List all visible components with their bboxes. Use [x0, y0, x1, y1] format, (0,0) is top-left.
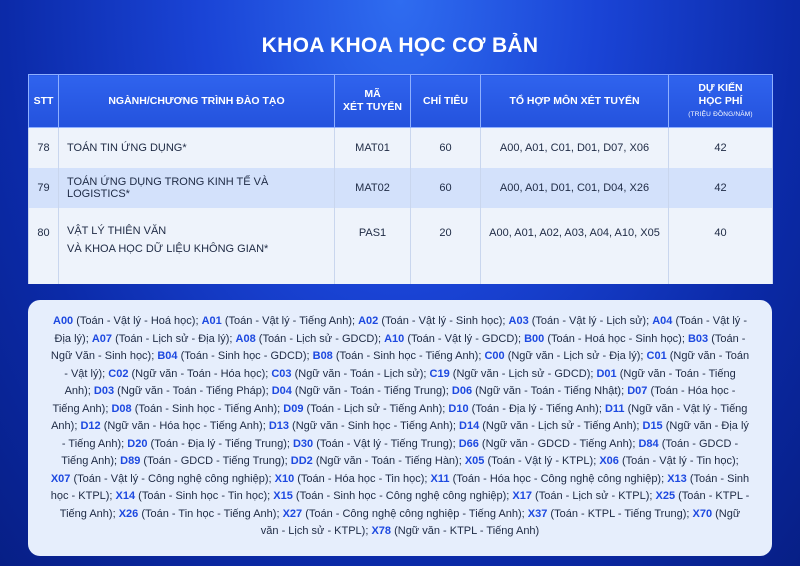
legend-code: X27 — [282, 507, 303, 520]
legend-code: D10 — [448, 402, 469, 415]
cell-nganh-line1: VẬT LÝ THIÊN VĂN — [67, 225, 167, 237]
legend-entry — [293, 438, 459, 450]
legend-desc: (Ngữ văn - Toán - Vật lý); — [64, 350, 750, 380]
legend-desc: (Ngữ văn - Địa lý - Tiếng Anh); — [61, 420, 749, 450]
header-ma-line2: XÉT TUYỂN — [343, 101, 402, 113]
legend-desc: (Toán - GDCD - Tiếng Anh); — [61, 437, 739, 467]
legend-entry — [509, 315, 653, 327]
legend-desc: (Ngữ văn - Toán - Tiếng Pháp); — [114, 385, 272, 397]
legend-code: D66 — [458, 437, 479, 450]
cell-hoc-phi: 40 — [669, 208, 773, 284]
legend-code: D07 — [627, 385, 648, 397]
legend-desc: (Toán - Hóa học - Công nghệ công nghiệp); — [449, 472, 668, 485]
legend-desc: (Toán - Vật lý - Công nghệ công nghiệp); — [70, 472, 275, 485]
legend-entry — [271, 368, 429, 380]
page-title: KHOA KHOA HỌC CƠ BẢN — [261, 34, 539, 57]
legend-desc: (Ngữ văn - Toán - Hóa học); — [128, 367, 272, 380]
legend-desc: (Toán - Sinh học - Tin học); — [135, 490, 274, 502]
legend-desc: (Toán - Sinh học - KTPL); — [50, 472, 750, 502]
legend-desc: (Toán - Hoá học - Sinh học); — [544, 332, 688, 345]
cell-chi-tieu: 60 — [411, 128, 481, 169]
legend-entry — [157, 350, 312, 362]
legend-desc: (Ngữ văn - Hóa học - Tiếng Anh); — [100, 420, 269, 432]
cell-ma: MAT02 — [335, 168, 411, 208]
legend-entry — [484, 350, 646, 362]
legend-code: D11 — [604, 402, 625, 415]
legend-entry — [108, 368, 271, 380]
legend-desc: (Toán - Lịch sử - GDCD); — [255, 332, 385, 345]
legend-desc: (Toán - Tin học - Tiếng Anh); — [138, 507, 283, 520]
legend-code: B00 — [524, 332, 545, 345]
legend-code: C02 — [108, 367, 129, 380]
subject-combination-legend — [28, 300, 772, 556]
legend-entry — [283, 508, 528, 520]
legend-desc: (Ngữ văn - Toán - Tiếng Trung); — [291, 385, 452, 397]
cell-to-hop: A00, A01, A02, A03, A04, A10, X05 — [481, 208, 669, 284]
header-ma-xet-tuyen — [335, 75, 411, 128]
legend-entry — [269, 420, 459, 432]
legend-code: D20 — [127, 437, 148, 450]
cell-nganh: TOÁN ỨNG DỤNG TRONG KINH TẾ VÀ LOGISTICS* — [59, 168, 335, 208]
legend-code: C01 — [646, 350, 667, 362]
legend-code: X15 — [273, 490, 293, 502]
legend-code: A10 — [384, 332, 405, 345]
cell-stt: 79 — [29, 168, 59, 208]
legend-entry — [120, 455, 291, 467]
legend-entry — [313, 350, 485, 362]
legend-code: D12 — [80, 420, 101, 432]
legend-desc: (Toán - Ngữ Văn - Sinh học); — [50, 332, 746, 362]
legend-code: C03 — [271, 367, 292, 380]
cell-stt: 80 — [29, 208, 59, 284]
legend-entry — [272, 385, 452, 397]
table-row — [29, 208, 773, 284]
legend-code: X17 — [512, 490, 532, 502]
legend-desc: (Ngữ văn - Sinh học - Tiếng Anh); — [289, 420, 460, 432]
cell-nganh: TOÁN TIN ỨNG DỤNG* — [59, 128, 335, 169]
legend-code: X70 — [692, 507, 713, 520]
header-hoc-phi — [669, 75, 773, 128]
legend-code: D09 — [283, 402, 304, 415]
table-row — [29, 168, 773, 208]
legend-code: D13 — [268, 420, 289, 432]
header-to-hop: TỔ HỢP MÔN XÉT TUYỂN — [481, 75, 669, 128]
legend-entry — [273, 490, 512, 502]
legend-entry — [116, 490, 274, 502]
legend-desc: (Toán - Vật lý - Lịch sử); — [528, 315, 653, 327]
legend-desc: (Toán - Vật lý - GDCD); — [404, 332, 525, 345]
header-hoc-phi-line2: HỌC PHÍ — [698, 94, 743, 107]
legend-desc: (Toán - Sinh học - Công nghệ công nghiệp); — [292, 490, 513, 502]
legend-code: A04 — [652, 315, 673, 327]
legend-code: X78 — [371, 525, 392, 537]
legend-desc: (Toán - Địa lý - Tiếng Trung); — [147, 437, 293, 450]
legend-code: D01 — [596, 367, 617, 380]
cell-hoc-phi: 42 — [669, 168, 773, 208]
legend-desc: (Ngữ văn - Toán - Tiếng Nhật); — [472, 385, 628, 397]
legend-code: X14 — [115, 490, 136, 502]
legend-code: D03 — [93, 385, 115, 397]
legend-entry — [119, 508, 283, 520]
cell-hoc-phi: 42 — [669, 128, 773, 169]
legend-code: C00 — [484, 350, 505, 362]
table-row — [29, 128, 773, 169]
legend-desc: (Ngữ văn - Toán - Tiếng Hàn); — [312, 455, 465, 467]
legend-entry — [80, 420, 268, 432]
legend-code: B04 — [157, 350, 178, 362]
legend-desc: (Ngữ văn - Lịch sử - KTPL); — [260, 507, 741, 537]
legend-entry — [524, 333, 688, 345]
legend-code: D08 — [111, 402, 132, 415]
legend-code: A03 — [508, 315, 529, 327]
legend-entry — [384, 333, 524, 345]
cell-to-hop: A00, A01, C01, D01, D07, X06 — [481, 128, 669, 169]
legend-code: X07 — [50, 472, 71, 485]
legend-entry — [430, 368, 597, 380]
legend-entry — [459, 420, 642, 432]
header-chi-tieu: CHỈ TIÊU — [411, 75, 481, 128]
legend-code: X05 — [464, 455, 485, 467]
legend-code: X10 — [274, 472, 295, 485]
legend-desc: (Ngữ văn - KTPL - Tiếng Anh) — [391, 525, 540, 537]
legend-desc: (Toán - Sinh học - GDCD); — [177, 350, 313, 362]
cell-ma: PAS1 — [335, 208, 411, 284]
legend-desc: (Toán - Vật lý - Hoá học); — [73, 315, 202, 327]
legend-desc: (Toán - Sinh học - Tiếng Anh); — [131, 402, 284, 415]
legend-entry — [127, 438, 293, 450]
legend-desc: (Toán - GDCD - Tiếng Trung); — [140, 455, 291, 467]
legend-desc: (Toán - Hóa học - Tin học); — [294, 472, 431, 485]
legend-code: A00 — [53, 315, 74, 327]
legend-desc: (Toán - Lịch sử - Địa lý); — [112, 332, 236, 345]
legend-code: C19 — [429, 367, 450, 380]
legend-desc: (Toán - Vật lý - Tin học); — [618, 455, 739, 467]
legend-code: X26 — [118, 507, 139, 520]
cell-chi-tieu: 20 — [411, 208, 481, 284]
legend-code: D04 — [271, 385, 292, 397]
cell-nganh-line2: VÀ KHOA HỌC DỮ LIỆU KHÔNG GIAN* — [67, 243, 269, 255]
legend-code: X06 — [599, 455, 619, 467]
legend-desc: (Toán - Vật lý - Sinh học); — [378, 315, 509, 327]
legend-code: D84 — [638, 437, 659, 450]
legend-entry — [599, 455, 738, 467]
legend-desc: (Toán - Công nghệ công nghiệp - Tiếng Anh); — [302, 507, 528, 520]
legend-desc: (Toán - Sinh học - Tiếng Anh); — [332, 350, 485, 362]
legend-desc: (Toán - Vật lý - Địa lý); — [54, 315, 747, 345]
legend-desc: (Ngữ văn - Lịch sử - GDCD); — [449, 367, 597, 380]
legend-entry — [459, 438, 639, 450]
legend-desc: (Ngữ văn - Toán - Tiếng Anh); — [64, 367, 736, 397]
header-ma-line1: MÃ — [364, 88, 381, 100]
legend-code: X11 — [430, 472, 450, 485]
legend-code: A02 — [358, 315, 379, 327]
cell-to-hop: A00, A01, D01, C01, D04, X26 — [481, 168, 669, 208]
legend-code: D06 — [451, 385, 473, 397]
legend-desc: (Toán - KTPL - Tiếng Anh); — [59, 490, 750, 520]
legend-desc: (Toán - Lịch sử - Tiếng Anh); — [303, 402, 449, 415]
legend-desc: (Toán - Vật lý - Tiếng Trung); — [313, 437, 459, 450]
legend-entry — [53, 315, 202, 327]
legend-code: DD2 — [290, 455, 313, 467]
cell-stt: 78 — [29, 128, 59, 169]
legend-desc: (Ngữ văn - GDCD - Tiếng Anh); — [478, 437, 639, 450]
legend-code: B08 — [312, 350, 333, 362]
legend-entry — [291, 455, 465, 467]
legend-entry — [202, 315, 359, 327]
legend-desc: (Ngữ văn - Vật lý - Tiếng Anh); — [51, 402, 748, 432]
legend-entry — [92, 333, 236, 345]
legend-entry — [452, 385, 627, 397]
legend-desc: (Toán - Vật lý - KTPL); — [484, 455, 600, 467]
cell-nganh — [59, 208, 335, 284]
legend-desc: (Ngữ văn - Toán - Lịch sử); — [291, 367, 430, 380]
legend-desc: (Toán - Vật lý - Tiếng Anh); — [221, 315, 359, 327]
legend-entry — [358, 315, 508, 327]
legend-code: X25 — [655, 490, 676, 502]
legend-entry — [431, 473, 668, 485]
legend-entry — [51, 473, 275, 485]
legend-code: D15 — [642, 420, 663, 432]
cell-ma: MAT01 — [335, 128, 411, 169]
legend-entry — [94, 385, 272, 397]
admissions-table — [28, 74, 772, 284]
legend-code: A07 — [91, 332, 113, 345]
legend-code: D30 — [292, 437, 314, 450]
legend-desc: (Toán - Hóa học - Tiếng Anh); — [52, 385, 736, 415]
legend-entry — [371, 525, 539, 537]
legend-code: D89 — [120, 455, 141, 467]
legend-entry — [528, 508, 693, 520]
legend-code: X13 — [667, 472, 687, 485]
legend-code: A08 — [235, 332, 256, 345]
header-hoc-phi-unit: (TRIỆU ĐỒNG/NĂM) — [688, 110, 753, 118]
legend-desc: (Toán - Địa lý - Tiếng Anh); — [468, 402, 605, 415]
legend-entry — [465, 455, 600, 467]
legend-code: A01 — [201, 315, 222, 327]
legend-desc: (Ngữ văn - Lịch sử - Địa lý); — [504, 350, 647, 362]
table-header-row — [29, 75, 773, 128]
legend-entry — [448, 403, 605, 415]
legend-desc: (Toán - Lịch sử - KTPL); — [531, 490, 656, 502]
legend-entry — [283, 403, 448, 415]
header-stt: STT — [29, 75, 59, 128]
header-nganh: NGÀNH/CHƯƠNG TRÌNH ĐÀO TẠO — [59, 75, 335, 128]
legend-code: D14 — [459, 420, 480, 432]
legend-entry — [512, 490, 655, 502]
legend-desc: (Toán - KTPL - Tiếng Trung); — [547, 507, 693, 520]
legend-entry — [236, 333, 385, 345]
header-hoc-phi-line1: DỰ KIẾN — [698, 81, 743, 94]
legend-desc: (Ngữ văn - Lịch sử - Tiếng Anh); — [479, 420, 643, 432]
legend-entry — [111, 403, 283, 415]
legend-entry — [275, 473, 431, 485]
cell-chi-tieu: 60 — [411, 168, 481, 208]
legend-code: X37 — [527, 507, 548, 520]
legend-code: B03 — [687, 332, 709, 345]
